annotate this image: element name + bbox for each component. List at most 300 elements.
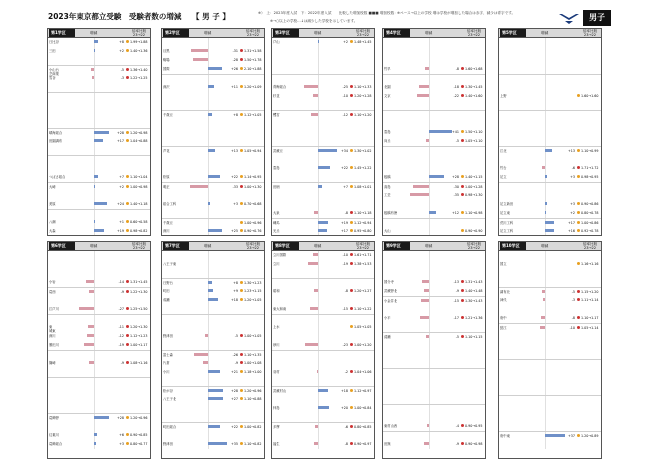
school-row — [499, 110, 601, 119]
school-row — [499, 386, 601, 395]
change-value: +3 — [119, 441, 124, 446]
ratio-value: 1.00→0.84 — [354, 405, 372, 410]
school-row — [162, 164, 264, 173]
ratio-value: 1.30→1.45 — [465, 84, 483, 89]
change-value: +3 — [570, 201, 575, 206]
school-row — [272, 146, 374, 155]
trend-dot-icon — [461, 442, 464, 445]
school-row — [383, 296, 485, 305]
ratio-value: 0.90→0.85 — [130, 432, 148, 437]
school-row — [383, 341, 485, 350]
column-ratio-label: 倍率比較 23→22 — [355, 242, 371, 250]
column-ratio-label: 倍率比較 23→22 — [466, 29, 482, 37]
legend-note: ※） 上：2023年度入試 下：2022年度入試 比較した増加校数 ■■■ 増加校数： — [258, 11, 398, 15]
change-value: -9 — [120, 360, 124, 365]
school-row — [48, 74, 150, 83]
school-row — [162, 314, 264, 323]
ratio-value: 1.00→0.86 — [581, 220, 599, 225]
school-name: 駒場 — [163, 58, 170, 62]
school-row — [272, 101, 374, 110]
school-row — [383, 404, 485, 413]
trend-dot-icon — [240, 397, 243, 400]
school-row — [272, 191, 374, 200]
change-bar — [89, 361, 94, 364]
school-row — [499, 269, 601, 278]
school-name: 美原 — [49, 202, 56, 206]
school-row — [383, 101, 485, 110]
school-row — [383, 182, 485, 191]
school-row — [48, 137, 150, 146]
change-value: +22 — [341, 165, 348, 170]
school-row — [272, 182, 374, 191]
school-name: 小川 — [163, 370, 170, 374]
change-value: +3 — [570, 174, 575, 179]
school-row — [162, 83, 264, 92]
school-name: 千歳丘 — [163, 113, 173, 117]
school-row — [272, 65, 374, 74]
school-row — [272, 119, 374, 128]
school-name: 野津田 — [163, 442, 173, 446]
trend-dot-icon — [350, 229, 353, 232]
ratio-value: 1.00→0.98 — [130, 184, 148, 189]
school-row — [383, 323, 485, 332]
change-value: -5 — [571, 289, 575, 294]
school-name: 府中東 — [500, 434, 510, 438]
school-name: 国分寺 — [384, 280, 394, 284]
school-row — [383, 47, 485, 56]
school-name: 松が谷 — [163, 389, 173, 393]
trend-dot-icon — [350, 406, 353, 409]
school-row — [383, 422, 485, 431]
ratio-value: 1.10→1.18 — [354, 210, 372, 215]
trend-dot-icon — [350, 343, 353, 346]
school-row — [272, 395, 374, 404]
school-row — [162, 296, 264, 305]
school-name: 上水 — [273, 325, 280, 329]
school-row — [499, 74, 601, 83]
school-row — [499, 128, 601, 137]
school-name: 田無 — [384, 442, 391, 446]
ratio-value: 1.05→1.05 — [354, 324, 372, 329]
school-name: 足立東 — [500, 211, 510, 215]
change-bar — [541, 316, 545, 319]
school-row — [162, 341, 264, 350]
school-row — [383, 413, 485, 422]
change-value: +19 — [341, 220, 348, 225]
district-panel — [161, 241, 265, 459]
trend-dot-icon — [577, 221, 580, 224]
school-row — [383, 146, 485, 155]
change-value: -15 — [342, 306, 348, 311]
panel-header — [48, 29, 150, 38]
school-row — [48, 155, 150, 164]
trend-dot-icon — [577, 175, 580, 178]
ratio-value: 0.90→0.97 — [354, 441, 372, 446]
school-row — [499, 65, 601, 74]
school-name: 葛飾総合 — [49, 442, 63, 446]
legend-note-right: ※ペース→以上の学校 増は学校が増加した場合は赤字、減少は青字です。 — [397, 11, 516, 15]
ratio-value: 0.60→0.58 — [130, 219, 148, 224]
change-bar — [208, 202, 210, 205]
change-bar — [421, 299, 429, 302]
district-panel — [382, 28, 486, 236]
school-name: 豊島 — [384, 130, 391, 134]
school-row — [48, 218, 150, 227]
school-row — [272, 209, 374, 218]
school-row — [499, 305, 601, 314]
change-value: +2 — [119, 184, 124, 189]
school-row — [499, 182, 601, 191]
column-change-label: 増減 — [90, 244, 98, 248]
change-bar — [89, 290, 94, 293]
school-row — [48, 182, 150, 191]
school-row — [272, 278, 374, 287]
school-name: 成瀬 — [163, 298, 170, 302]
change-bar — [318, 185, 322, 188]
trend-dot-icon — [240, 175, 243, 178]
change-value: +28 — [117, 415, 124, 420]
change-bar — [208, 85, 214, 88]
school-row — [48, 92, 150, 101]
school-row — [272, 173, 374, 182]
trend-dot-icon — [126, 334, 129, 337]
school-row — [272, 386, 374, 395]
district-panel — [382, 241, 486, 459]
trend-dot-icon — [461, 211, 464, 214]
trend-dot-icon — [350, 166, 353, 169]
school-row — [383, 386, 485, 395]
school-row — [162, 323, 264, 332]
change-bar — [426, 139, 429, 142]
school-name: 足立工科 — [500, 229, 514, 233]
trend-dot-icon — [350, 370, 353, 373]
ratio-value: 1.20→1.27 — [354, 288, 372, 293]
school-row — [48, 83, 150, 92]
trend-dot-icon — [350, 113, 353, 116]
trend-dot-icon — [240, 49, 243, 52]
trend-dot-icon — [126, 68, 129, 71]
school-row — [383, 92, 485, 101]
ratio-value: 1.31→1.43 — [465, 279, 483, 284]
school-row — [162, 92, 264, 101]
school-name: 葛西 — [49, 290, 56, 294]
school-name: 武蔵丘 — [273, 149, 283, 153]
column-ratio-label: 倍率比較 23→22 — [466, 242, 482, 250]
district-name: 第9学区 — [384, 242, 410, 250]
school-row — [272, 368, 374, 377]
trend-dot-icon — [240, 389, 243, 392]
ratio-value: 1.04→1.06 — [354, 369, 372, 374]
ratio-value: 1.12→1.23 — [130, 333, 148, 338]
school-row — [499, 296, 601, 305]
school-row — [48, 38, 150, 47]
change-value: +41 — [452, 129, 459, 134]
ratio-value: 1.20→0.98 — [130, 130, 148, 135]
school-name: 目黒 — [163, 49, 170, 53]
change-bar — [193, 58, 208, 61]
school-row — [162, 101, 264, 110]
column-ratio-label: 倍率比較 23→22 — [582, 242, 598, 250]
change-value: -30 — [453, 184, 459, 189]
change-value: -17 — [453, 315, 459, 320]
school-row — [499, 323, 601, 332]
change-bar — [87, 334, 94, 337]
trend-dot-icon — [240, 361, 243, 364]
ratio-value: 1.05→0.94 — [244, 148, 262, 153]
school-row — [48, 209, 150, 218]
ratio-value: 1.23→1.15 — [244, 288, 262, 293]
change-value: -3 — [571, 297, 575, 302]
change-bar — [314, 442, 318, 445]
column-change-label: 増減 — [90, 31, 98, 35]
school-row — [383, 287, 485, 296]
school-name: 野津田 — [163, 334, 173, 338]
school-row — [383, 440, 485, 449]
trend-dot-icon — [461, 67, 464, 70]
school-name: 深川 — [49, 334, 56, 338]
change-bar — [424, 289, 429, 292]
trend-dot-icon — [126, 139, 129, 142]
school-name: 光丘 — [273, 229, 280, 233]
school-row — [383, 368, 485, 377]
school-name: 町田 — [163, 289, 170, 293]
ratio-value: 0.80→0.85 — [354, 424, 372, 429]
school-name: 千歳丘 — [163, 221, 173, 225]
school-row — [499, 404, 601, 413]
change-value: -12 — [342, 112, 348, 117]
school-name: 大泉 — [273, 211, 280, 215]
district-panel — [47, 28, 151, 236]
district-name: 第7学区 — [163, 242, 189, 250]
school-row — [383, 137, 485, 146]
school-row — [383, 83, 485, 92]
ratio-value: 1.10→1.33 — [354, 84, 372, 89]
school-row — [272, 251, 374, 260]
change-bar — [94, 433, 97, 436]
column-change-label: 増減 — [541, 31, 549, 35]
change-bar — [94, 416, 109, 419]
school-row — [499, 422, 601, 431]
change-value: -27 — [118, 306, 124, 311]
change-bar — [208, 175, 220, 178]
school-row — [499, 413, 601, 422]
change-bar — [542, 166, 545, 169]
school-row — [48, 332, 150, 341]
change-value: -9 — [455, 441, 459, 446]
change-value: -8 — [344, 441, 348, 446]
trend-dot-icon — [240, 281, 243, 284]
change-bar — [208, 370, 220, 373]
change-bar — [311, 113, 318, 116]
change-value: +20 — [341, 405, 348, 410]
trend-dot-icon — [577, 290, 580, 293]
change-value: +18 — [231, 297, 238, 302]
school-row — [272, 56, 374, 65]
change-value: -8 — [344, 210, 348, 215]
ratio-value: 1.11→1.14 — [581, 297, 599, 302]
school-row — [162, 173, 264, 182]
school-row — [272, 296, 374, 305]
ratio-value: 1.00→0.82 — [244, 424, 262, 429]
school-name: 調布北 — [500, 290, 510, 294]
change-bar — [94, 49, 95, 52]
trend-dot-icon — [240, 202, 243, 205]
ratio-value: 1.22→1.25 — [130, 75, 148, 80]
change-bar — [318, 229, 327, 232]
school-name: 立川国際 — [273, 253, 287, 257]
change-value: -18 — [453, 84, 459, 89]
trend-dot-icon — [577, 326, 580, 329]
change-value: +3 — [233, 201, 238, 206]
change-value: +11 — [231, 84, 238, 89]
trend-dot-icon — [126, 442, 129, 445]
change-value: +9 — [233, 288, 238, 293]
trend-dot-icon — [577, 149, 580, 152]
school-name: 武蔵村山 — [273, 389, 287, 393]
trend-dot-icon — [350, 85, 353, 88]
change-value: +28 — [231, 388, 238, 393]
change-bar — [545, 175, 547, 178]
school-name: 深沢 — [163, 85, 170, 89]
change-value: +8 — [119, 39, 124, 44]
change-bar — [308, 262, 318, 265]
change-bar — [208, 298, 218, 301]
ratio-value: 1.10→1.22 — [354, 306, 372, 311]
school-row — [272, 323, 374, 332]
school-row — [48, 119, 150, 128]
change-value: -26 — [232, 352, 238, 357]
change-value: +16 — [568, 228, 575, 233]
trend-dot-icon — [126, 307, 129, 310]
district-panel — [47, 241, 151, 459]
school-row — [162, 227, 264, 236]
ratio-value: 1.25→1.50 — [130, 306, 148, 311]
district-panel — [271, 28, 375, 236]
school-row — [499, 431, 601, 440]
district-name: 第4学区 — [384, 29, 410, 37]
trend-dot-icon — [350, 307, 353, 310]
school-row — [499, 359, 601, 368]
school-row — [272, 341, 374, 350]
school-row — [162, 368, 264, 377]
district-panel — [271, 241, 375, 459]
school-name: 板橋 — [384, 175, 391, 179]
change-value: +2 — [570, 210, 575, 215]
school-row — [162, 74, 264, 83]
change-bar — [94, 220, 95, 223]
change-value: -10 — [569, 325, 575, 330]
column-change-label: 増減 — [425, 31, 433, 35]
school-row — [383, 74, 485, 83]
trend-dot-icon — [461, 229, 464, 232]
ratio-value: 1.61→1.71 — [354, 252, 372, 257]
change-bar — [208, 397, 223, 400]
change-value: +19 — [117, 228, 124, 233]
school-name: 東村山西 — [384, 424, 398, 428]
ratio-value: 1.10→1.35 — [244, 352, 262, 357]
school-row — [383, 200, 485, 209]
ratio-value: 1.45→1.22 — [354, 165, 372, 170]
ratio-value: 1.71→1.72 — [581, 165, 599, 170]
school-row — [499, 83, 601, 92]
change-bar — [94, 202, 107, 205]
change-value: -4 — [455, 423, 459, 428]
change-bar — [410, 193, 429, 196]
school-name: 清瀬 — [384, 335, 391, 339]
school-name: 鷺宮 — [273, 113, 280, 117]
trend-dot-icon — [461, 316, 464, 319]
school-name: 小岩 — [49, 280, 56, 284]
school-name: 多摩 — [273, 425, 280, 429]
panel-header — [272, 242, 374, 251]
trend-dot-icon — [350, 289, 353, 292]
change-bar — [205, 334, 208, 337]
school-name: 八王子東 — [163, 262, 177, 266]
school-row — [162, 56, 264, 65]
school-row — [162, 287, 264, 296]
school-row — [499, 191, 601, 200]
change-bar — [429, 175, 444, 178]
school-row — [499, 350, 601, 359]
change-bar — [545, 221, 554, 224]
school-row — [48, 368, 150, 377]
school-row — [48, 395, 150, 404]
trend-dot-icon — [461, 424, 464, 427]
school-row — [162, 128, 264, 137]
school-row — [162, 200, 264, 209]
ratio-value: 1.20→0.96 — [244, 388, 262, 393]
school-row — [48, 296, 150, 305]
school-name: 足立 — [500, 175, 507, 179]
school-row — [272, 305, 374, 314]
school-row — [499, 341, 601, 350]
trend-dot-icon — [126, 229, 129, 232]
district-name: 第10学区 — [500, 242, 526, 250]
school-row — [499, 395, 601, 404]
trend-dot-icon — [461, 185, 464, 188]
change-value: +17 — [117, 138, 124, 143]
school-name: 向丘 — [384, 139, 391, 143]
school-row — [272, 218, 374, 227]
school-name-secondary: 城東 — [49, 329, 56, 333]
school-name: 田柄 — [273, 185, 280, 189]
change-value: -31 — [232, 48, 238, 53]
change-bar — [92, 76, 94, 79]
change-value: -8 — [455, 66, 459, 71]
trend-dot-icon — [350, 94, 353, 97]
school-row — [48, 440, 150, 449]
change-value: -10 — [342, 93, 348, 98]
change-value: +34 — [341, 148, 348, 153]
column-ratio-label: 倍率比較 23→22 — [131, 242, 147, 250]
ratio-value: 0.90→0.86 — [581, 201, 599, 206]
trend-dot-icon — [461, 175, 464, 178]
school-row — [272, 137, 374, 146]
change-bar — [190, 185, 208, 188]
school-row — [272, 83, 374, 92]
change-bar — [426, 335, 429, 338]
ratio-value: 1.31→1.58 — [244, 48, 262, 53]
panel-header — [499, 29, 601, 38]
school-row — [499, 173, 601, 182]
school-name: 北園 — [384, 85, 391, 89]
trend-dot-icon — [240, 289, 243, 292]
ratio-value: 1.60→1.60 — [581, 93, 599, 98]
school-row — [272, 260, 374, 269]
trend-dot-icon — [126, 280, 129, 283]
change-value: -22 — [453, 93, 459, 98]
school-row — [383, 218, 485, 227]
